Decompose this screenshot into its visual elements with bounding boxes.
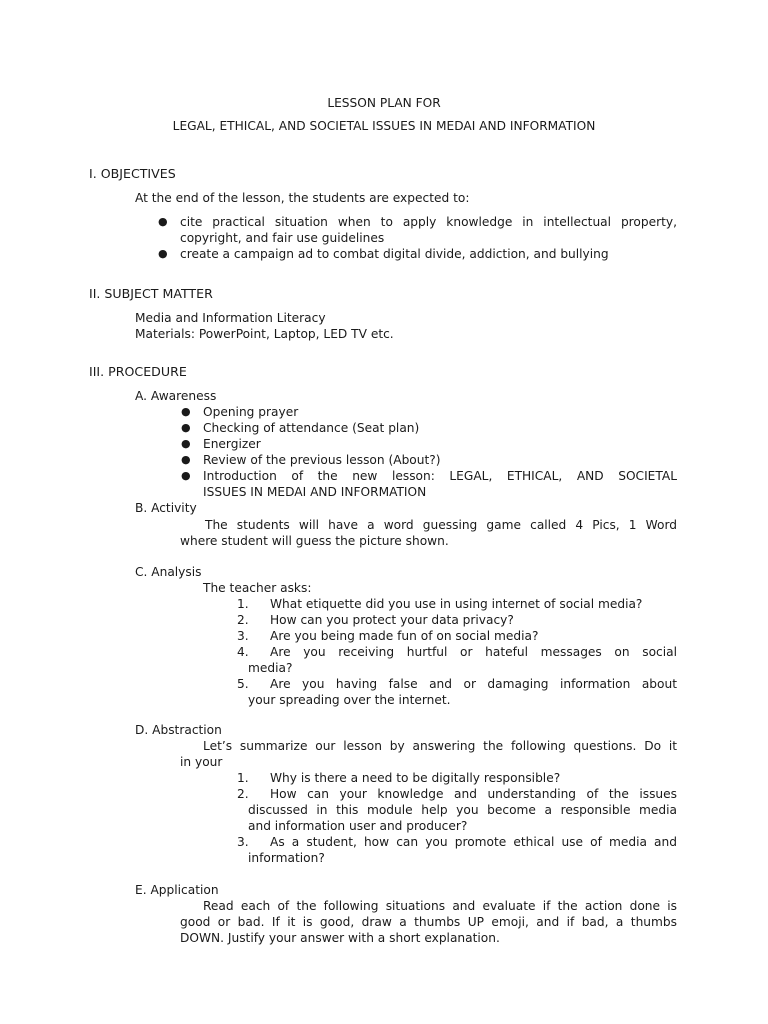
awareness-item-1: Opening prayer bbox=[203, 405, 299, 419]
analysis-q5-number: 5. bbox=[237, 677, 249, 691]
abstraction-q2-line3: and information user and producer? bbox=[248, 819, 468, 833]
activity-line1: The students will have a word guessing game called 4 Pics, 1 Word bbox=[205, 518, 677, 532]
bullet-icon: ● bbox=[181, 421, 191, 434]
bullet-icon: ● bbox=[158, 247, 168, 260]
analysis-q5-line2: your spreading over the internet. bbox=[248, 693, 451, 707]
objective-item-1-line1: cite practical situation when to apply knowledge in intellectual property, bbox=[180, 215, 677, 229]
abstraction-q3-line2: information? bbox=[248, 851, 325, 865]
analysis-q2-number: 2. bbox=[237, 613, 249, 627]
abstraction-q1-number: 1. bbox=[237, 771, 249, 785]
awareness-item-4: Review of the previous lesson (About?) bbox=[203, 453, 441, 467]
awareness-item-5-line2: ISSUES IN MEDAI AND INFORMATION bbox=[203, 485, 427, 499]
bullet-icon: ● bbox=[181, 437, 191, 450]
analysis-label: C. Analysis bbox=[135, 565, 202, 579]
analysis-q3-text: Are you being made fun of on social media? bbox=[270, 629, 539, 643]
abstraction-intro-line2: in your bbox=[180, 755, 223, 769]
analysis-q2-text: How can you protect your data privacy? bbox=[270, 613, 514, 627]
awareness-label: A. Awareness bbox=[135, 389, 217, 403]
bullet-icon: ● bbox=[181, 453, 191, 466]
analysis-q1-number: 1. bbox=[237, 597, 249, 611]
abstraction-q1-text: Why is there a need to be digitally responsible? bbox=[270, 771, 561, 785]
abstraction-q3-line1: As a student, how can you promote ethical use of media and bbox=[270, 835, 677, 849]
awareness-item-2: Checking of attendance (Seat plan) bbox=[203, 421, 420, 435]
analysis-q3-number: 3. bbox=[237, 629, 249, 643]
bullet-icon: ● bbox=[181, 405, 191, 418]
activity-line2: where student will guess the picture shown. bbox=[180, 534, 449, 548]
awareness-item-5-line1: Introduction of the new lesson: LEGAL, ETHICAL, AND SOCIETAL bbox=[203, 469, 677, 483]
procedure-heading: III. PROCEDURE bbox=[89, 364, 187, 379]
abstraction-intro-line1: Let’s summarize our lesson by answering the following questions. Do it bbox=[203, 739, 677, 753]
doc-title-line1: LESSON PLAN FOR bbox=[327, 96, 441, 110]
bullet-icon: ● bbox=[158, 215, 168, 228]
objectives-heading: I. OBJECTIVES bbox=[89, 166, 176, 181]
abstraction-q2-line1: How can your knowledge and understanding of the issues bbox=[270, 787, 677, 801]
objective-item-2: create a campaign ad to combat digital divide, addiction, and bullying bbox=[180, 247, 609, 261]
analysis-intro: The teacher asks: bbox=[203, 581, 312, 595]
analysis-q1-text: What etiquette did you use in using internet of social media? bbox=[270, 597, 643, 611]
application-line3: DOWN. Justify your answer with a short explanation. bbox=[180, 931, 500, 945]
subject-matter-line1: Media and Information Literacy bbox=[135, 311, 326, 325]
analysis-q5-line1: Are you having false and or damaging information about bbox=[270, 677, 677, 691]
doc-title-line2: LEGAL, ETHICAL, AND SOCIETAL ISSUES IN MEDAI AND INFORMATION bbox=[172, 119, 596, 133]
application-label: E. Application bbox=[135, 883, 219, 897]
abstraction-q2-number: 2. bbox=[237, 787, 249, 801]
abstraction-q2-line2: discussed in this module help you become a responsible media bbox=[248, 803, 677, 817]
bullet-icon: ● bbox=[181, 469, 191, 482]
analysis-q4-number: 4. bbox=[237, 645, 249, 659]
activity-label: B. Activity bbox=[135, 501, 197, 515]
awareness-item-3: Energizer bbox=[203, 437, 261, 451]
objectives-intro: At the end of the lesson, the students are expected to: bbox=[135, 191, 470, 205]
application-line2: good or bad. If it is good, draw a thumbs UP emoji, and if bad, a thumbs bbox=[180, 915, 677, 929]
subject-matter-heading: II. SUBJECT MATTER bbox=[89, 286, 213, 301]
abstraction-q3-number: 3. bbox=[237, 835, 249, 849]
subject-matter-line2: Materials: PowerPoint, Laptop, LED TV etc. bbox=[135, 327, 394, 341]
objective-item-1-line2: copyright, and fair use guidelines bbox=[180, 231, 385, 245]
application-line1: Read each of the following situations and evaluate if the action done is bbox=[203, 899, 677, 913]
analysis-q4-line2: media? bbox=[248, 661, 293, 675]
abstraction-label: D. Abstraction bbox=[135, 723, 222, 737]
analysis-q4-line1: Are you receiving hurtful or hateful messages on social bbox=[270, 645, 677, 659]
